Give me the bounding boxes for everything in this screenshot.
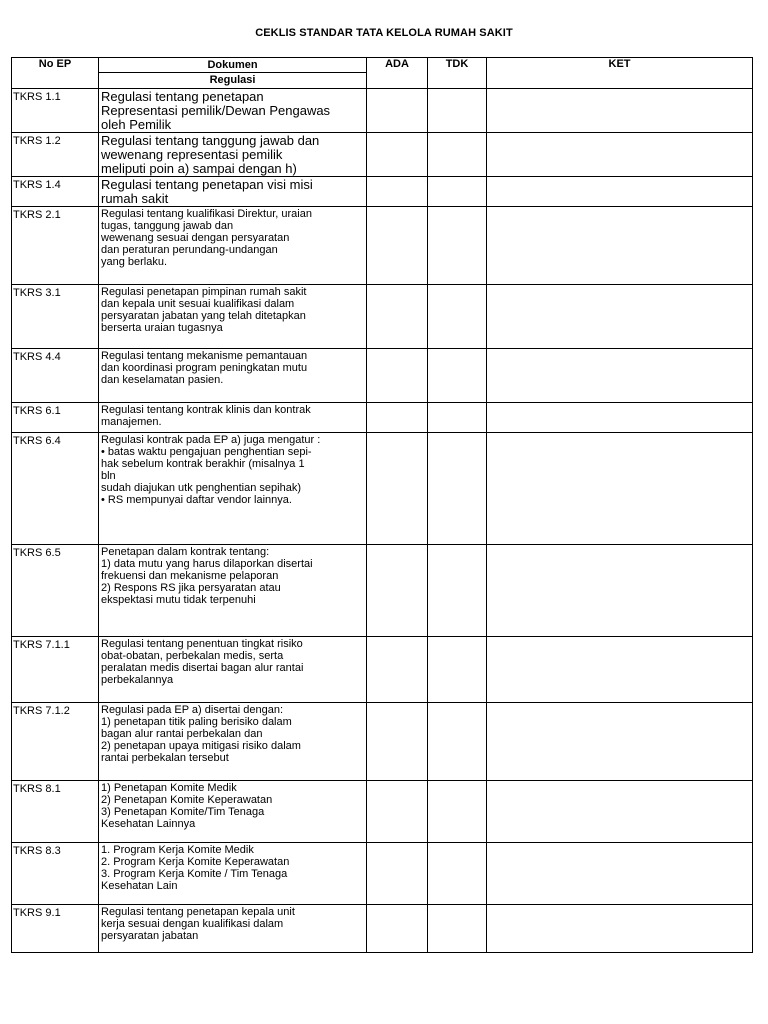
ada-cell[interactable] — [367, 177, 428, 207]
tdk-cell[interactable] — [428, 703, 487, 781]
ep-number: TKRS 6.1 — [12, 403, 99, 433]
ep-number: TKRS 4.4 — [12, 349, 99, 403]
regulasi-text: Regulasi tentang tanggung jawab dan wewenang representasi pemilik meliputi poin a) sampai dengan h) — [99, 133, 367, 177]
header-tdk: TDK — [428, 58, 487, 89]
tdk-cell[interactable] — [428, 905, 487, 953]
ada-cell[interactable] — [367, 433, 428, 545]
tdk-cell[interactable] — [428, 207, 487, 285]
ep-number: TKRS 8.1 — [12, 781, 99, 843]
regulasi-text: Regulasi tentang penetapan visi misi rumah sakit — [99, 177, 367, 207]
ada-cell[interactable] — [367, 545, 428, 637]
tdk-cell[interactable] — [428, 133, 487, 177]
tdk-cell[interactable] — [428, 177, 487, 207]
tdk-cell[interactable] — [428, 349, 487, 403]
tdk-cell[interactable] — [428, 433, 487, 545]
ket-cell[interactable] — [487, 285, 753, 349]
header-ada: ADA — [367, 58, 428, 89]
ep-number: TKRS 1.1 — [12, 89, 99, 133]
ada-cell[interactable] — [367, 637, 428, 703]
ket-cell[interactable] — [487, 349, 753, 403]
ep-number: TKRS 3.1 — [12, 285, 99, 349]
header-no-ep: No EP — [12, 58, 99, 89]
ep-number: TKRS 7.1.1 — [12, 637, 99, 703]
regulasi-text: Regulasi pada EP a) disertai dengan: 1) penetapan titik paling berisiko dalam bagan alur rantai perbekalan dan 2) penetapan upaya mitigasi risiko dalam rantai perbekalan tersebut — [99, 703, 367, 781]
ep-number: TKRS 6.5 — [12, 545, 99, 637]
regulasi-text: Regulasi tentang kualifikasi Direktur, uraian tugas, tanggung jawab dan wewenang sesuai dengan persyaratan dan peraturan perundang-undangan yang berlaku. — [99, 207, 367, 285]
ada-cell[interactable] — [367, 89, 428, 133]
ket-cell[interactable] — [487, 89, 753, 133]
table-row — [12, 403, 753, 433]
header-regulasi: Regulasi — [209, 74, 256, 86]
ada-cell[interactable] — [367, 207, 428, 285]
tdk-cell[interactable] — [428, 89, 487, 133]
regulasi-text: Regulasi penetapan pimpinan rumah sakit dan kepala unit sesuai kualifikasi dalam persyaratan jabatan yang telah ditetapkan berserta uraian tugasnya — [99, 285, 367, 349]
ep-number: TKRS 1.2 — [12, 133, 99, 177]
table-row — [12, 133, 753, 177]
regulasi-text: Regulasi tentang penetapan kepala unit kerja sesuai dengan kualifikasi dalam persyaratan jabatan — [99, 905, 367, 953]
ket-cell[interactable] — [487, 545, 753, 637]
header-dokumen-group — [99, 58, 367, 89]
document-title: CEKLIS STANDAR TATA KELOLA RUMAH SAKIT — [255, 27, 513, 39]
header-ket: KET — [487, 58, 753, 89]
tdk-cell[interactable] — [428, 285, 487, 349]
ep-number: TKRS 6.4 — [12, 433, 99, 545]
table-row — [12, 433, 753, 545]
tdk-cell[interactable] — [428, 637, 487, 703]
ep-number: TKRS 9.1 — [12, 905, 99, 953]
ada-cell[interactable] — [367, 905, 428, 953]
table-row — [12, 843, 753, 905]
ada-cell[interactable] — [367, 843, 428, 905]
ep-number: TKRS 8.3 — [12, 843, 99, 905]
ket-cell[interactable] — [487, 703, 753, 781]
table-row — [12, 781, 753, 843]
table-row — [12, 89, 753, 133]
table-row — [12, 545, 753, 637]
table-row — [12, 177, 753, 207]
tdk-cell[interactable] — [428, 545, 487, 637]
regulasi-text: Regulasi tentang kontrak klinis dan kontrak manajemen. — [99, 403, 367, 433]
ep-number: TKRS 1.4 — [12, 177, 99, 207]
ket-cell[interactable] — [487, 403, 753, 433]
ket-cell[interactable] — [487, 207, 753, 285]
header-row — [12, 58, 753, 89]
regulasi-text: Regulasi tentang penetapan Representasi pemilik/Dewan Pengawas oleh Pemilik — [99, 89, 367, 133]
regulasi-text: 1) Penetapan Komite Medik 2) Penetapan Komite Keperawatan 3) Penetapan Komite/Tim Tenaga Kesehatan Lainnya — [99, 781, 367, 843]
ada-cell[interactable] — [367, 349, 428, 403]
table-row — [12, 637, 753, 703]
ada-cell[interactable] — [367, 781, 428, 843]
ep-number: TKRS 2.1 — [12, 207, 99, 285]
regulasi-text: 1. Program Kerja Komite Medik 2. Program Kerja Komite Keperawatan 3. Program Kerja Komite / Tim Tenaga Kesehatan Lain — [99, 843, 367, 905]
table-row — [12, 703, 753, 781]
ket-cell[interactable] — [487, 433, 753, 545]
checklist-table — [11, 57, 753, 953]
regulasi-text: Penetapan dalam kontrak tentang: 1) data mutu yang harus dilaporkan disertai frekuensi dan mekanisme pelaporan 2) Respons RS jika persyaratan atau ekspektasi mutu tidak terpenuhi — [99, 545, 367, 637]
regulasi-text: Regulasi tentang mekanisme pemantauan dan koordinasi program peningkatan mutu dan keselamatan pasien. — [99, 349, 367, 403]
regulasi-text: Regulasi kontrak pada EP a) juga mengatur : • batas waktu pengajuan penghentian sepi- hak sebelum kontrak berakhir (misalnya 1 bln sudah diajukan utk penghentian sepihak) • RS mempunyai daftar vendor lainnya. — [99, 433, 367, 545]
table-row — [12, 349, 753, 403]
ada-cell[interactable] — [367, 133, 428, 177]
ket-cell[interactable] — [487, 905, 753, 953]
ket-cell[interactable] — [487, 781, 753, 843]
ada-cell[interactable] — [367, 403, 428, 433]
header-dokumen: Dokumen — [99, 58, 366, 73]
regulasi-text: Regulasi tentang penentuan tingkat risiko obat-obatan, perbekalan medis, serta peralatan medis disertai bagan alur rantai perbekalannya — [99, 637, 367, 703]
table-row — [12, 905, 753, 953]
tdk-cell[interactable] — [428, 843, 487, 905]
ket-cell[interactable] — [487, 843, 753, 905]
tdk-cell[interactable] — [428, 781, 487, 843]
ket-cell[interactable] — [487, 133, 753, 177]
ada-cell[interactable] — [367, 285, 428, 349]
tdk-cell[interactable] — [428, 403, 487, 433]
table-row — [12, 285, 753, 349]
table-row — [12, 207, 753, 285]
ada-cell[interactable] — [367, 703, 428, 781]
ket-cell[interactable] — [487, 177, 753, 207]
ket-cell[interactable] — [487, 637, 753, 703]
ep-number: TKRS 7.1.2 — [12, 703, 99, 781]
